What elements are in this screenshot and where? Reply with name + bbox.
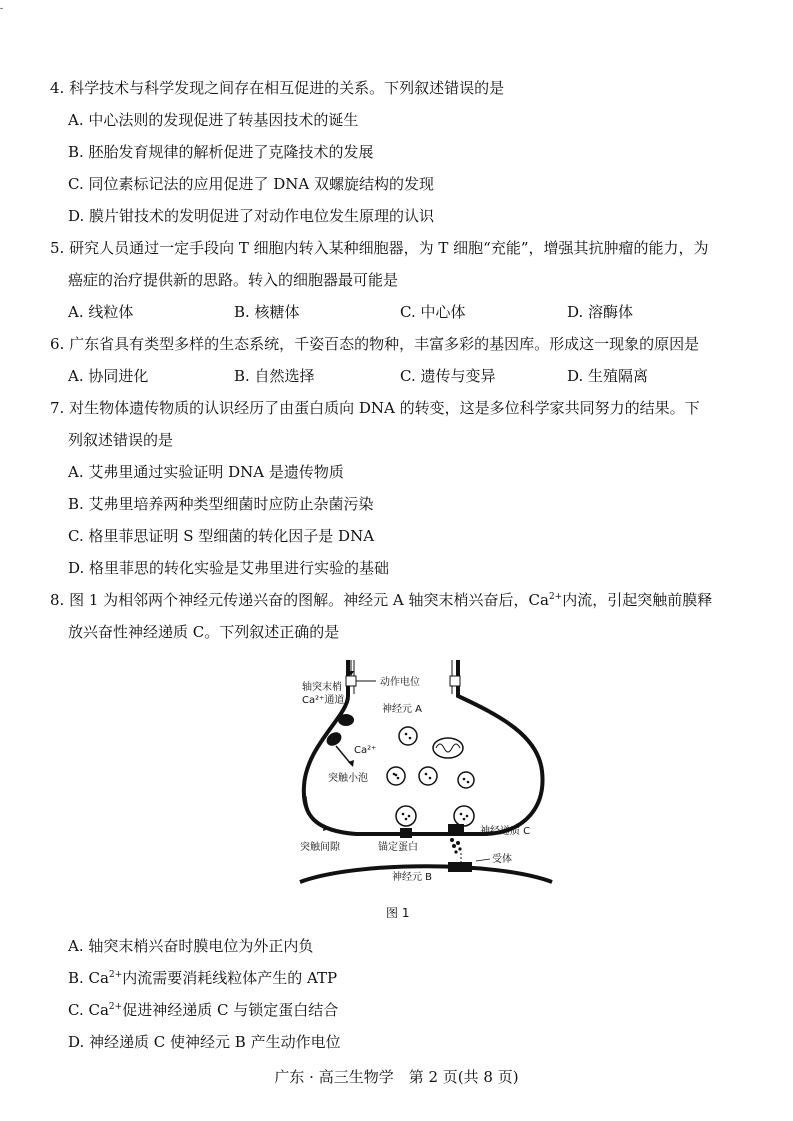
q8-b-sup: 2+	[108, 970, 123, 980]
label-neuron-a: 神经元 A	[382, 704, 423, 715]
label-anchor: 锚定蛋白	[378, 842, 418, 853]
label-axon-terminal: 轴突末梢	[302, 682, 342, 693]
q5-option-c: C. 中心体	[400, 303, 466, 321]
q4-option-b: B. 胚胎发育规律的解析促进了克隆技术的发展	[68, 143, 374, 161]
label-ca-channel: Ca²⁺通道	[302, 695, 345, 706]
q5-option-a: A. 线粒体	[68, 303, 134, 321]
anchor-protein	[400, 828, 412, 838]
anchor-protein-released	[448, 824, 464, 836]
q6-option-d: D. 生殖隔离	[567, 367, 649, 385]
q4-stem: 4. 科学技术与科学发现之间存在相互促进的关系。下列叙述错误的是	[50, 79, 505, 97]
label-vesicle: 突触小泡	[328, 773, 368, 784]
q8-option-c	[68, 1000, 338, 1020]
corner-mark: -	[0, 4, 4, 14]
label-cleft: 突触间隙	[300, 842, 340, 853]
q7-option-c: C. 格里菲思证明 S 型细菌的转化因子是 DNA	[68, 527, 375, 545]
ca-channel-upper	[338, 714, 354, 726]
q5-option-d: D. 溶酶体	[567, 303, 634, 321]
action-potential-marker-left	[346, 676, 356, 686]
q4-option-c: C. 同位素标记法的应用促进了 DNA 双螺旋结构的发现	[68, 175, 435, 193]
q8-stem-line1	[50, 590, 712, 610]
q5-option-b: B. 核糖体	[234, 303, 300, 321]
q7-stem-line2: 列叙述错误的是	[68, 431, 174, 449]
q5-stem-line1: 5. 研究人员通过一定手段向 T 细胞内转入某种细胞器，为 T 细胞“充能”，增强其抗肿瘤的能力，为	[50, 239, 709, 257]
q7-option-b: B. 艾弗里培养两种类型细菌时应防止杂菌污染	[68, 495, 374, 513]
synapse-diagram	[296, 656, 556, 896]
q6-option-b: B. 自然选择	[234, 367, 315, 385]
q6-stem: 6. 广东省具有类型多样的生态系统，千姿百态的物种，丰富多彩的基因库。形成这一现象的原因是	[50, 335, 700, 353]
neurotransmitter-particles	[450, 838, 462, 854]
q6-option-c: C. 遗传与变异	[400, 367, 496, 385]
q7-option-d: D. 格里菲思的转化实验是艾弗里进行实验的基础	[68, 559, 390, 577]
q6-option-a: A. 协同进化	[68, 367, 149, 385]
q8-stem-text-b: 内流，引起突触前膜释	[562, 591, 713, 609]
q8-b-text-b: 内流需要消耗线粒体产生的 ATP	[122, 969, 338, 987]
label-ca: Ca²⁺	[354, 745, 377, 756]
label-neuron-b: 神经元 B	[392, 872, 433, 883]
q8-option-d: D. 神经递质 C 使神经元 B 产生动作电位	[68, 1033, 341, 1051]
q4-option-d: D. 膜片钳技术的发明促进了对动作电位发生原理的认识	[68, 207, 435, 225]
q5-stem-line2: 癌症的治疗提供新的思路。转入的细胞器最可能是	[68, 271, 399, 289]
q4-option-a: A. 中心法则的发现促进了转基因技术的诞生	[68, 111, 359, 129]
q7-option-a: A. 艾弗里通过实验证明 DNA 是遗传物质	[68, 463, 344, 481]
q8-stem-sup: 2+	[548, 592, 563, 602]
receptor	[448, 862, 472, 872]
q8-c-sup: 2+	[108, 1002, 123, 1012]
label-action-potential: 动作电位	[380, 677, 420, 688]
q7-stem-line1: 7. 对生物体遗传物质的认识经历了由蛋白质向 DNA 的转变，这是多位科学家共同努力的结果。下	[50, 399, 700, 417]
q8-stem-text-a: 8. 图 1 为相邻两个神经元传递兴奋的图解。神经元 A 轴突末梢兴奋后，Ca	[50, 591, 549, 609]
q8-c-text-a: C. Ca	[68, 1001, 109, 1019]
q8-stem-line2: 放兴奋性神经递质 C。下列叙述正确的是	[68, 623, 340, 641]
label-receptor: 受体	[492, 854, 512, 865]
mitochondrion	[433, 738, 463, 758]
label-transmitter: 神经递质 C	[480, 826, 531, 837]
figure-caption: 图 1	[386, 906, 410, 920]
page-footer: 广东 · 高三生物学 第 2 页(共 8 页)	[274, 1068, 519, 1086]
q8-option-a: A. 轴突末梢兴奋时膜电位为外正内负	[68, 937, 314, 955]
q8-c-text-b: 促进神经递质 C 与锁定蛋白结合	[122, 1001, 339, 1019]
q8-b-text-a: B. Ca	[68, 969, 109, 987]
action-potential-marker-right	[450, 676, 460, 686]
q8-option-b	[68, 968, 337, 988]
